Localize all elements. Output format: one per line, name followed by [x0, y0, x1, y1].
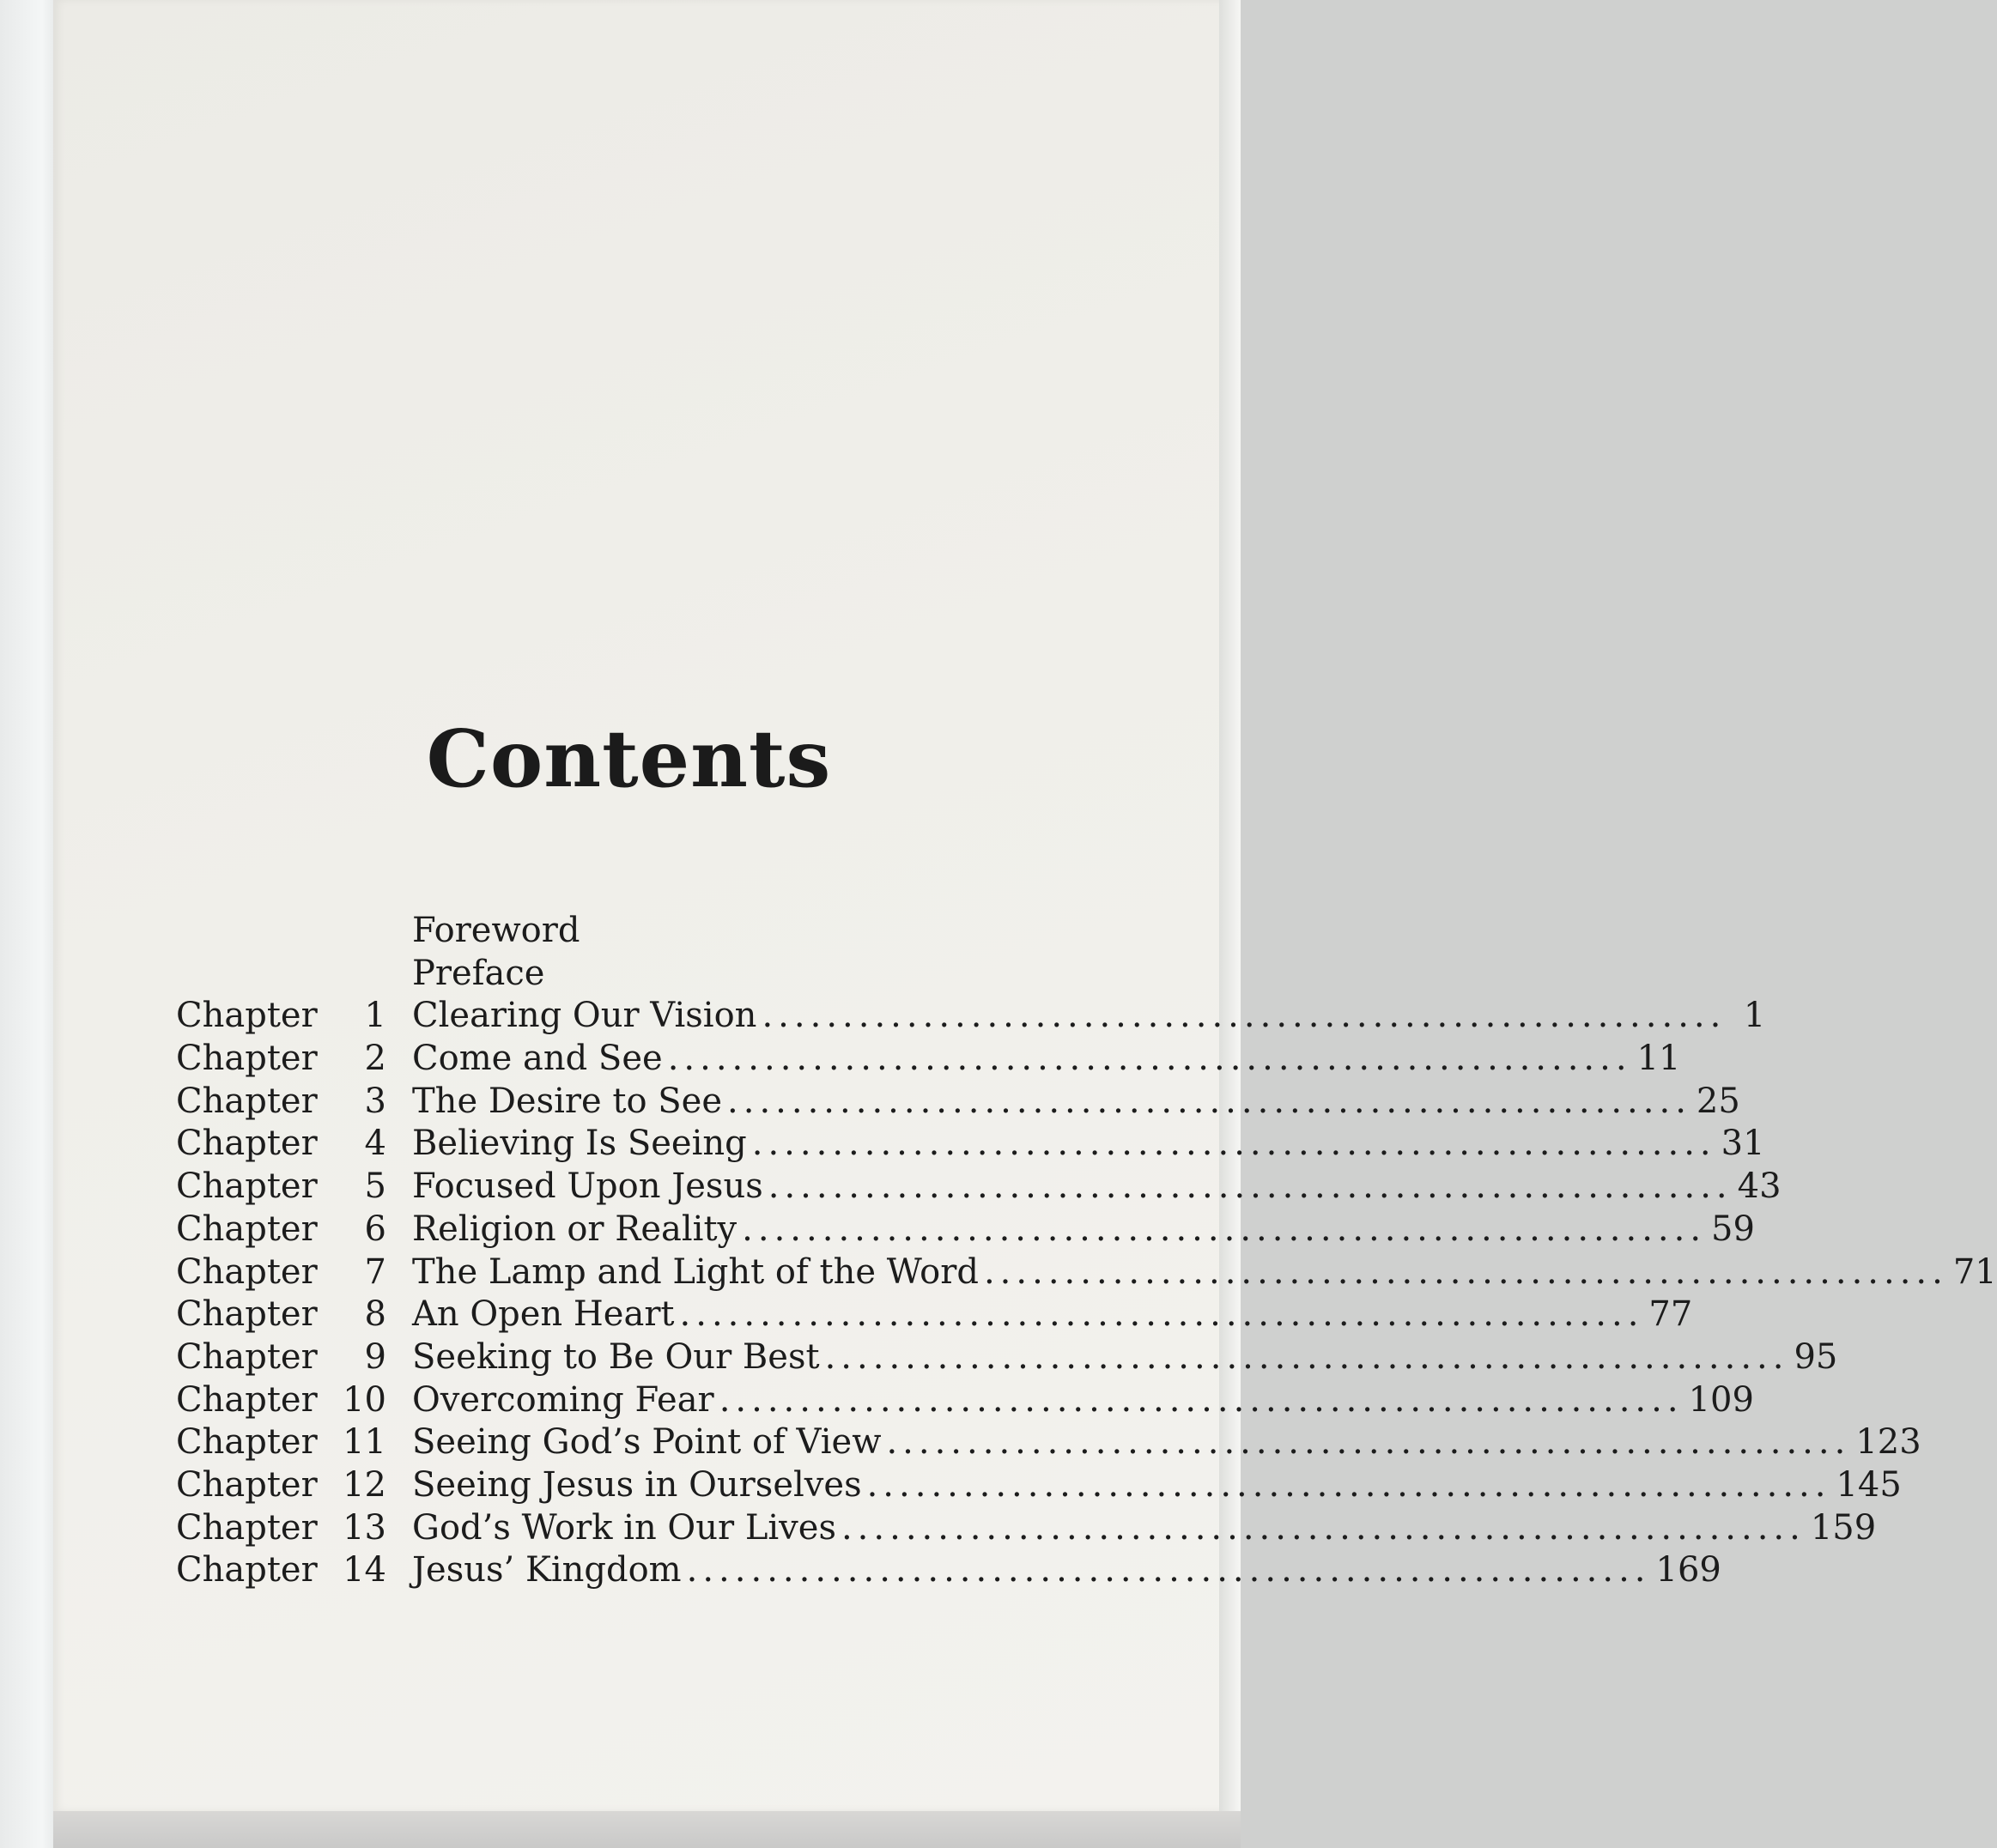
chapter-label: Chapter — [176, 1081, 318, 1121]
dot-leader: ............................................................ — [751, 1124, 1716, 1164]
toc-front-matter-row — [176, 953, 1090, 996]
chapter-label: Chapter — [176, 1422, 318, 1463]
chapter-number: 3 — [364, 1081, 386, 1121]
table-of-contents — [176, 910, 1997, 1592]
chapter-label: Chapter — [176, 1124, 318, 1164]
chapter-label: Chapter — [176, 1251, 318, 1292]
dot-leader: ............................................................ — [762, 996, 1727, 1036]
chapter-number: 11 — [343, 1422, 386, 1463]
chapter-number: 8 — [364, 1294, 386, 1335]
dot-leader: ............................................................ — [742, 1209, 1707, 1249]
chapter-label: Chapter — [176, 1294, 318, 1335]
dot-leader: ............................................................ — [686, 1550, 1651, 1590]
contents-heading: Contents — [426, 712, 832, 805]
toc-chapter-row — [176, 1123, 1765, 1166]
chapter-page-number: 43 — [1737, 1166, 1782, 1207]
preface-entry: Preface — [412, 953, 545, 993]
toc-chapter-row — [176, 1336, 1838, 1379]
page-bottom-edge — [53, 1811, 1241, 1848]
chapter-title: The Lamp and Light of the Word — [412, 1251, 979, 1292]
chapter-number: 14 — [343, 1550, 386, 1590]
toc-chapter-row — [176, 1507, 1877, 1550]
dot-leader: ............................................................ — [667, 1039, 1632, 1079]
foreword-entry: Foreword — [412, 911, 580, 950]
toc-chapter-row — [176, 1166, 1782, 1209]
chapter-page-number: 59 — [1711, 1209, 1755, 1249]
toc-chapter-row — [176, 1294, 1693, 1336]
toc-chapter-row — [176, 1379, 1754, 1422]
chapter-label: Chapter — [176, 1209, 318, 1249]
chapter-page-number: 123 — [1855, 1422, 1921, 1463]
dot-leader: ............................................................ — [841, 1507, 1806, 1548]
chapter-title: Clearing Our Vision — [412, 996, 757, 1036]
dot-leader: ............................................................ — [679, 1294, 1644, 1335]
chapter-title: Seeing Jesus in Ourselves — [412, 1464, 862, 1505]
chapter-number: 4 — [364, 1124, 386, 1164]
dot-leader: ............................................................ — [727, 1081, 1691, 1121]
chapter-label: Chapter — [176, 996, 318, 1036]
chapter-page-number: 109 — [1688, 1379, 1754, 1420]
dot-leader: ............................................................ — [768, 1166, 1733, 1207]
toc-chapter-row — [176, 1421, 1921, 1464]
chapter-number: 2 — [364, 1039, 386, 1079]
chapter-title: Believing Is Seeing — [412, 1124, 747, 1164]
chapter-list — [176, 995, 1997, 1592]
toc-chapter-row — [176, 1251, 1997, 1294]
chapter-page-number: 159 — [1810, 1507, 1877, 1548]
chapter-page-number: 77 — [1648, 1294, 1693, 1335]
chapter-page-number: 11 — [1636, 1039, 1681, 1079]
toc-chapter-row — [176, 995, 1766, 1038]
chapter-page-number: 169 — [1655, 1550, 1721, 1590]
chapter-label: Chapter — [176, 1166, 318, 1207]
chapter-number: 6 — [364, 1209, 386, 1249]
chapter-title: Come and See — [412, 1039, 663, 1079]
chapter-title: The Desire to See — [412, 1081, 723, 1121]
chapter-page-number: 25 — [1696, 1081, 1740, 1121]
chapter-title: God’s Work in Our Lives — [412, 1507, 836, 1548]
chapter-label: Chapter — [176, 1550, 318, 1590]
chapter-title: Overcoming Fear — [412, 1379, 714, 1420]
chapter-label: Chapter — [176, 1336, 318, 1377]
dot-leader: ............................................................ — [719, 1379, 1684, 1420]
dot-leader: ............................................................ — [824, 1336, 1789, 1377]
chapter-number: 9 — [364, 1336, 386, 1377]
chapter-title: Focused Upon Jesus — [412, 1166, 763, 1207]
chapter-page-number: 31 — [1721, 1124, 1765, 1164]
chapter-number: 12 — [343, 1464, 386, 1505]
chapter-number: 1 — [364, 996, 386, 1036]
chapter-title: Seeing God’s Point of View — [412, 1422, 882, 1463]
toc-front-matter-row — [176, 910, 1090, 953]
chapter-label: Chapter — [176, 1507, 318, 1548]
toc-chapter-row — [176, 1464, 1902, 1507]
chapter-label: Chapter — [176, 1379, 318, 1420]
toc-chapter-row — [176, 1081, 1740, 1124]
chapter-label: Chapter — [176, 1464, 318, 1505]
chapter-number: 13 — [343, 1507, 386, 1548]
chapter-number: 5 — [364, 1166, 386, 1207]
chapter-number: 7 — [364, 1251, 386, 1292]
toc-chapter-row — [176, 1549, 1721, 1592]
toc-chapter-row — [176, 1209, 1755, 1251]
dot-leader: ............................................................ — [866, 1464, 1831, 1505]
chapter-page-number: 71 — [1952, 1251, 1997, 1292]
chapter-title: Seeking to Be Our Best — [412, 1336, 820, 1377]
chapter-page-number: 1 — [1743, 996, 1766, 1036]
chapter-number: 10 — [343, 1379, 386, 1420]
chapter-page-number: 95 — [1794, 1336, 1838, 1377]
chapter-page-number: 145 — [1836, 1464, 1902, 1505]
chapter-title: An Open Heart — [412, 1294, 675, 1335]
dot-leader: ............................................................ — [886, 1422, 1851, 1463]
chapter-title: Religion or Reality — [412, 1209, 737, 1249]
toc-chapter-row — [176, 1038, 1681, 1081]
dot-leader: ............................................................ — [983, 1251, 1948, 1292]
chapter-title: Jesus’ Kingdom — [412, 1550, 682, 1590]
chapter-label: Chapter — [176, 1039, 318, 1079]
